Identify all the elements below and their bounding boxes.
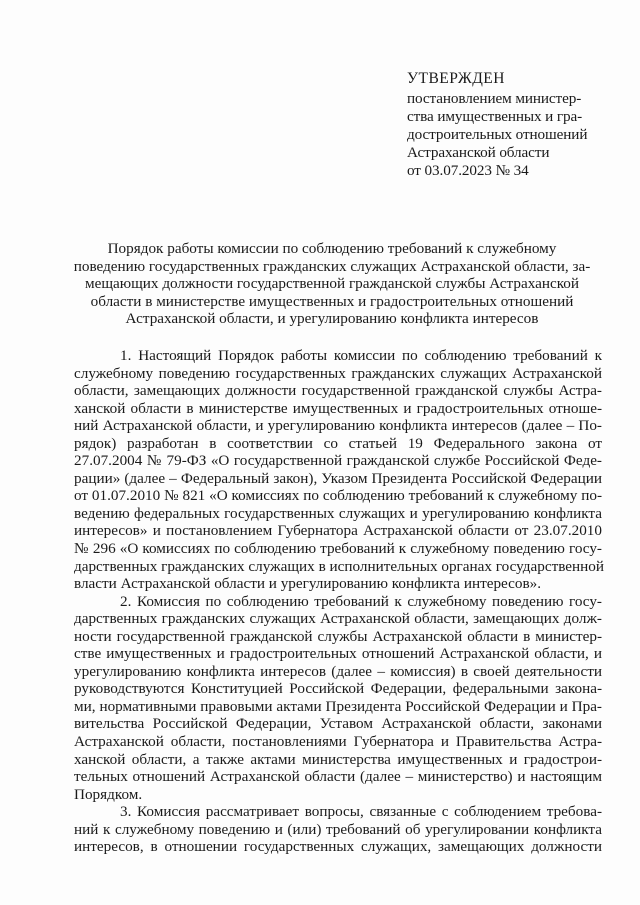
title-line: Астраханской области, и урегулированию конфликта интересов bbox=[125, 310, 539, 327]
paragraph-1 bbox=[74, 347, 605, 593]
text-line: ми, нормативными правовыми актами Президента Российской Федерации и Пра- bbox=[74, 697, 602, 715]
approval-line: постановлением министер- bbox=[407, 90, 582, 107]
approval-line: достроительных отношений bbox=[407, 126, 588, 143]
text-line: власти Астраханской области и урегулированию конфликта интересов». bbox=[74, 575, 542, 593]
text-line: 1. Настоящий Порядок работы комиссии по соблюдению требований к bbox=[120, 347, 602, 364]
title-line: поведению государственных гражданских служащих Астраханской области, за- bbox=[73, 257, 591, 275]
approval-line: Астраханской области bbox=[407, 144, 550, 161]
text-line: ний к служебному поведению и (или) требований об урегулировании конфликта bbox=[74, 820, 602, 838]
paragraph-2 bbox=[74, 593, 602, 804]
text-line: 3. Комиссия рассматривает вопросы, связанные с соблюдением требова- bbox=[120, 803, 602, 821]
text-line: урегулированию конфликта интересов (далее – комиссия) в своей деятельности bbox=[74, 662, 602, 680]
text-line: дарственных гражданских служащих Астраханской области, замещающих долж- bbox=[74, 610, 602, 628]
text-line: Порядком. bbox=[74, 785, 143, 803]
text-line: служебному поведению государственных гражданских служащих Астраханской bbox=[74, 364, 602, 382]
text-line: ности государственной гражданской службы Астраханской области в министер- bbox=[74, 627, 602, 645]
text-line: рядок) разработан в соответствии со статьей 19 Федерального закона от bbox=[74, 434, 602, 452]
text-line: ний Астраханской области, и урегулированию конфликта интересов (далее – По- bbox=[74, 417, 602, 435]
text-line: дарственных гражданских служащих в исполнительных органах государственной bbox=[74, 557, 605, 575]
approval-stamp bbox=[407, 70, 622, 180]
title-line: Порядок работы комиссии по соблюдению требований к служебному bbox=[107, 240, 557, 257]
text-line: 2. Комиссия по соблюдению требований к служебному поведению госу- bbox=[120, 592, 602, 610]
text-line: ведению федеральных государственных служащих и урегулированию конфликта bbox=[74, 504, 602, 522]
text-line: вительства Российской Федерации, Уставом Астраханской области, законами bbox=[74, 715, 602, 733]
text-line: от 01.07.2010 № 821 «О комиссиях по соблюдению требований к служебному по- bbox=[74, 487, 602, 505]
text-line: области, замещающих должности государственной гражданской службы Астра- bbox=[74, 382, 602, 400]
text-line: Астраханской области, постановлениями Губернатора и Правительства Астра- bbox=[74, 733, 602, 751]
title-line: мещающих должности государственной гражданской службы Астраханской bbox=[84, 275, 580, 292]
text-line: ханской области в министерстве имущественных и градостроительных отноше- bbox=[74, 399, 602, 417]
title-line: области в министерстве имущественных и градостроительных отношений bbox=[90, 292, 574, 310]
text-line: стве имущественных и градостроительных отношений Астраханской области, и bbox=[74, 645, 602, 663]
document-body bbox=[74, 347, 605, 856]
approval-line: ства имущественных и гра- bbox=[407, 108, 583, 125]
paragraph-3 bbox=[74, 803, 602, 856]
approval-line: от 03.07.2023 № 34 bbox=[407, 162, 529, 179]
text-line: интересов, в отношении государственных служащих, замещающих должности bbox=[74, 838, 602, 856]
text-line: 27.07.2004 № 79-ФЗ «О государственной гражданской службе Российской Феде- bbox=[74, 452, 602, 470]
document-title bbox=[62, 240, 602, 328]
approval-heading: УТВЕРЖДЕН bbox=[407, 70, 505, 87]
text-line: ханской области, а также актами министерства имущественных и градострои- bbox=[74, 750, 602, 768]
text-line: № 296 «О комиссиях по соблюдению требований к служебному поведению госу- bbox=[74, 540, 602, 558]
text-line: рации» (далее – Федеральный закон), Указом Президента Российской Федерации bbox=[74, 469, 602, 487]
text-line: интересов» и постановлением Губернатора Астраханской области от 23.07.2010 bbox=[74, 522, 602, 540]
text-line: тельных отношений Астраханской области (далее – министерство) и настоящим bbox=[74, 768, 602, 786]
text-line: руководствуются Конституцией Российской Федерации, федеральными закона- bbox=[74, 680, 602, 698]
